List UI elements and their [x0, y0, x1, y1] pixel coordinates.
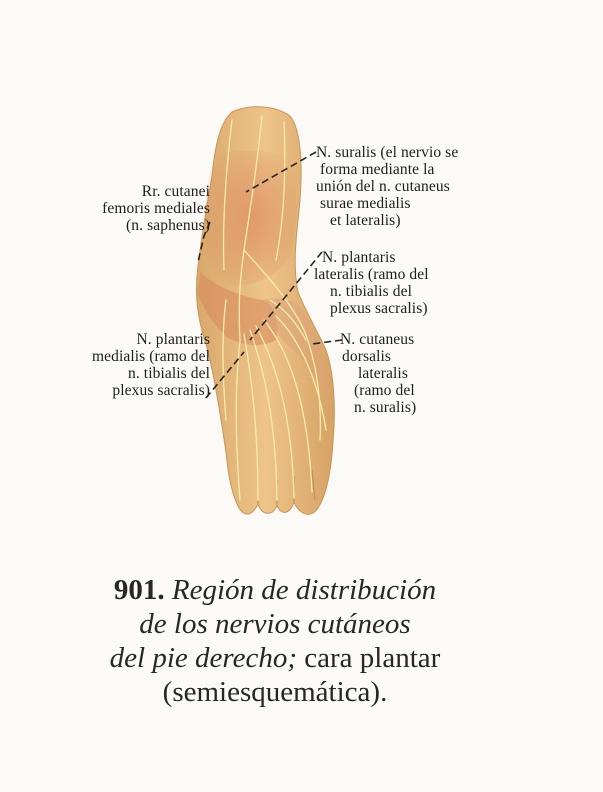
caption-line-3	[40, 641, 510, 675]
label-line: Rr. cutanei	[141, 183, 210, 200]
label-line: surae medialis	[320, 195, 411, 212]
label-n-plantaris-lateralis	[314, 249, 429, 317]
label-line: unión del n. cutaneus	[316, 178, 450, 195]
label-line: n. suralis)	[354, 399, 417, 416]
label-line: dorsalis	[342, 348, 392, 365]
caption-line-4	[40, 675, 510, 709]
figure-number: 901.	[113, 574, 165, 606]
label-line: forma mediante la	[320, 161, 435, 178]
label-line: plexus sacralis)	[112, 382, 210, 399]
label-line: (ramo del	[354, 382, 415, 399]
label-line: N. plantaris	[322, 249, 396, 266]
label-line: N. cutaneus	[340, 331, 415, 348]
label-line: lateralis	[358, 365, 408, 382]
caption-text: Región de distribución	[171, 574, 437, 606]
label-line: (n. saphenus)	[126, 217, 210, 234]
caption-line-1	[40, 573, 510, 607]
label-n-suralis	[316, 144, 458, 229]
caption-text: de los nervios cutáneos	[139, 608, 411, 640]
caption-line-2	[40, 607, 510, 641]
label-n-cutaneus-dorsalis-lateralis	[340, 331, 416, 416]
label-line: N. plantaris	[136, 331, 210, 348]
caption-text-plain: cara plantar	[297, 642, 441, 674]
caption-text: del pie derecho;	[109, 642, 298, 674]
figure-caption	[40, 573, 510, 709]
caption-text-plain: (semiesquemática).	[162, 676, 388, 708]
label-line: N. suralis (el nervio se	[316, 144, 459, 161]
label-line: et lateralis)	[330, 212, 401, 229]
label-line: n. tibialis del	[330, 283, 413, 300]
label-rr-cutanei-femoris-mediales	[60, 183, 210, 234]
label-line: lateralis (ramo del	[314, 266, 429, 283]
label-n-plantaris-medialis	[55, 331, 210, 399]
label-line: femoris mediales	[102, 200, 210, 217]
label-line: n. tibialis del	[127, 365, 210, 382]
label-line: medialis (ramo del	[91, 348, 210, 365]
label-line: plexus sacralis)	[330, 300, 428, 317]
